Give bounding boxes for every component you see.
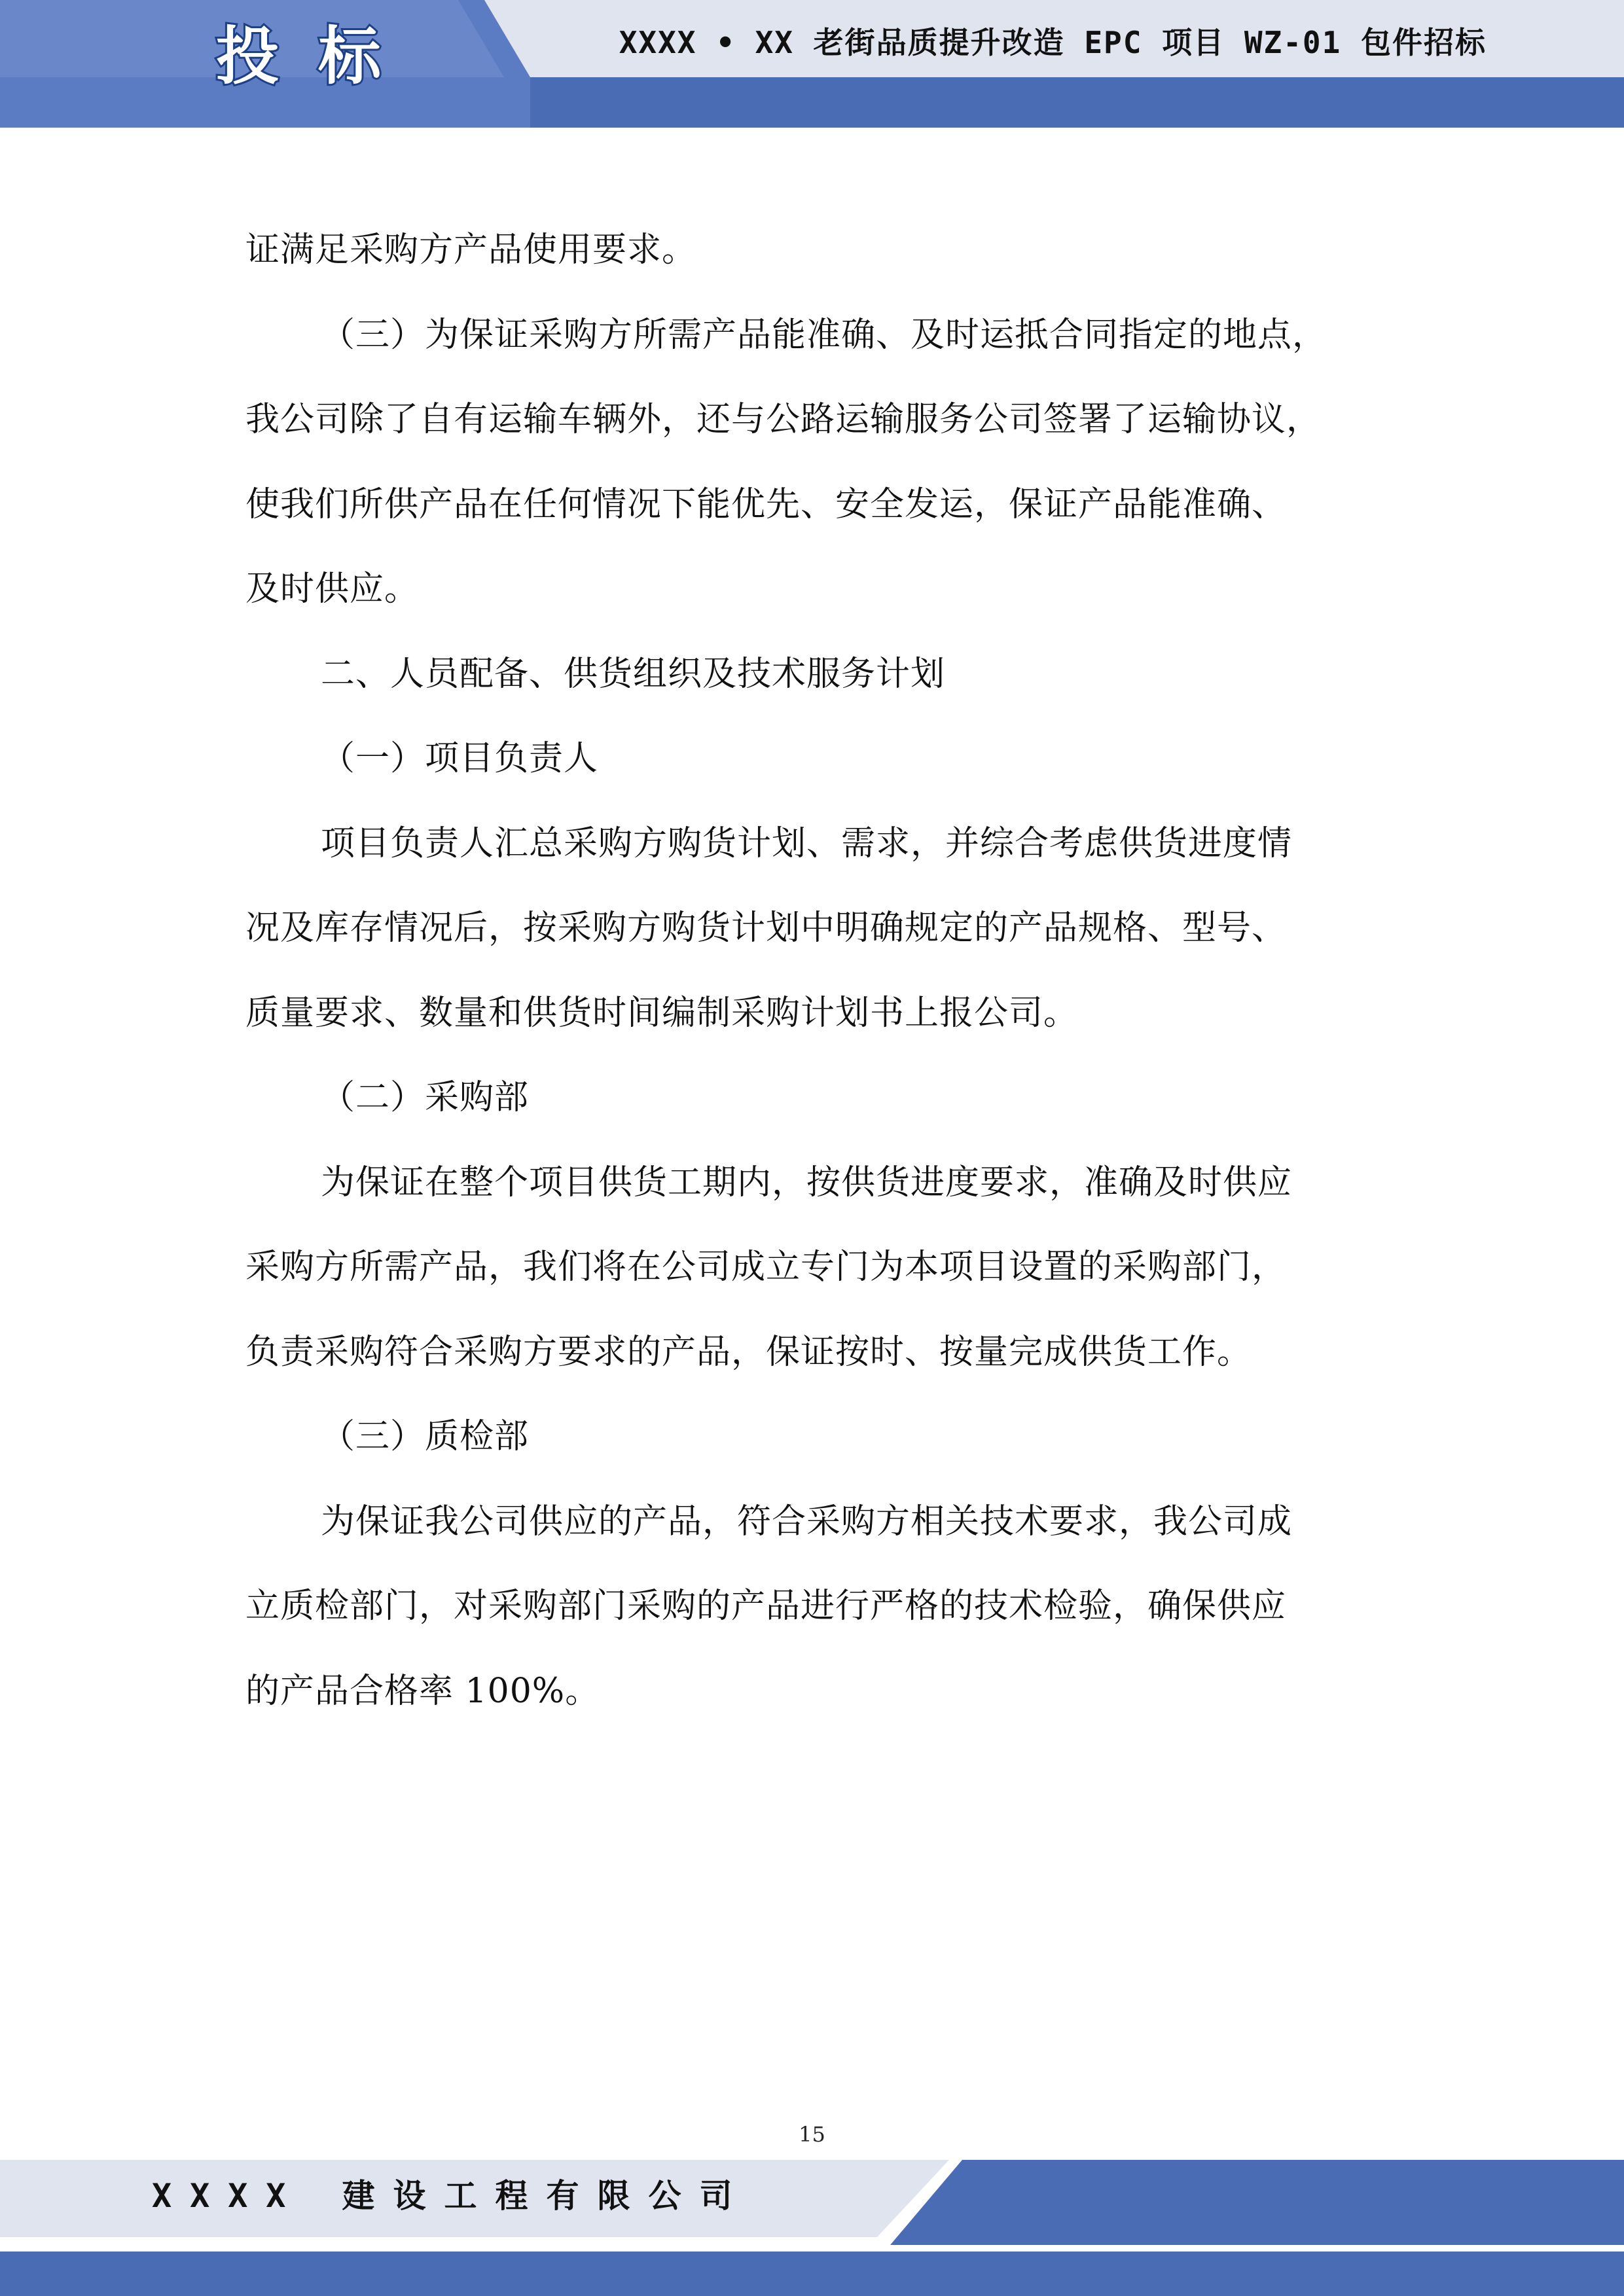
section-heading: 二、人员配备、供货组织及技术服务计划 [321, 654, 946, 694]
paragraph-line: 使我们所供产品在任何情况下能优先、安全发运，保证产品能准确、 [245, 484, 1287, 524]
paragraph-line: 采购方所需产品，我们将在公司成立专门为本项目设置的采购部门， [245, 1247, 1287, 1287]
page-footer [0, 2160, 1624, 2296]
paragraph-line: 及时供应。 [245, 569, 420, 609]
header-badge-text: 投标 [216, 20, 420, 93]
paragraph-line: 为保证在整个项目供货工期内，按供货进度要求，准确及时供应 [321, 1162, 1293, 1202]
paragraph-line: 我公司除了自有运输车辆外，还与公路运输服务公司签署了运输协议， [245, 400, 1322, 439]
paragraph-line: 质量要求、数量和供货时间编制采购计划书上报公司。 [245, 993, 1079, 1033]
paragraph-line: 项目负责人汇总采购方购货计划、需求，并综合考虑供货进度情 [321, 823, 1293, 863]
paragraph-line: 负责采购符合采购方要求的产品，保证按时、按量完成供货工作。 [245, 1332, 1252, 1372]
subsection-heading: （三）质检部 [321, 1417, 530, 1456]
subsection-heading: （一）项目负责人 [321, 739, 599, 778]
paragraph-line: （三）为保证采购方所需产品能准确、及时运抵合同指定的地点， [321, 315, 1327, 355]
page-header [0, 0, 1624, 128]
document-body [245, 208, 1398, 1734]
footer-company-name: XXXX 建设工程有限公司 [152, 2177, 751, 2215]
paragraph-line: 为保证我公司供应的产品，符合采购方相关技术要求，我公司成 [321, 1501, 1293, 1541]
header-title: XXXX • XX 老街品质提升改造 EPC 项目 WZ-01 包件招标 [619, 25, 1487, 60]
subsection-heading: （二）采购部 [321, 1078, 530, 1117]
paragraph-line: 的产品合格率 100%。 [245, 1671, 600, 1711]
page-number: 15 [799, 2122, 825, 2147]
paragraph-line: 立质检部门，对采购部门采购的产品进行严格的技术检验，确保供应 [245, 1587, 1287, 1626]
paragraph-line: 况及库存情况后，按采购方购货计划中明确规定的产品规格、型号、 [245, 908, 1287, 948]
paragraph-line: 证满足采购方产品使用要求。 [245, 230, 697, 270]
